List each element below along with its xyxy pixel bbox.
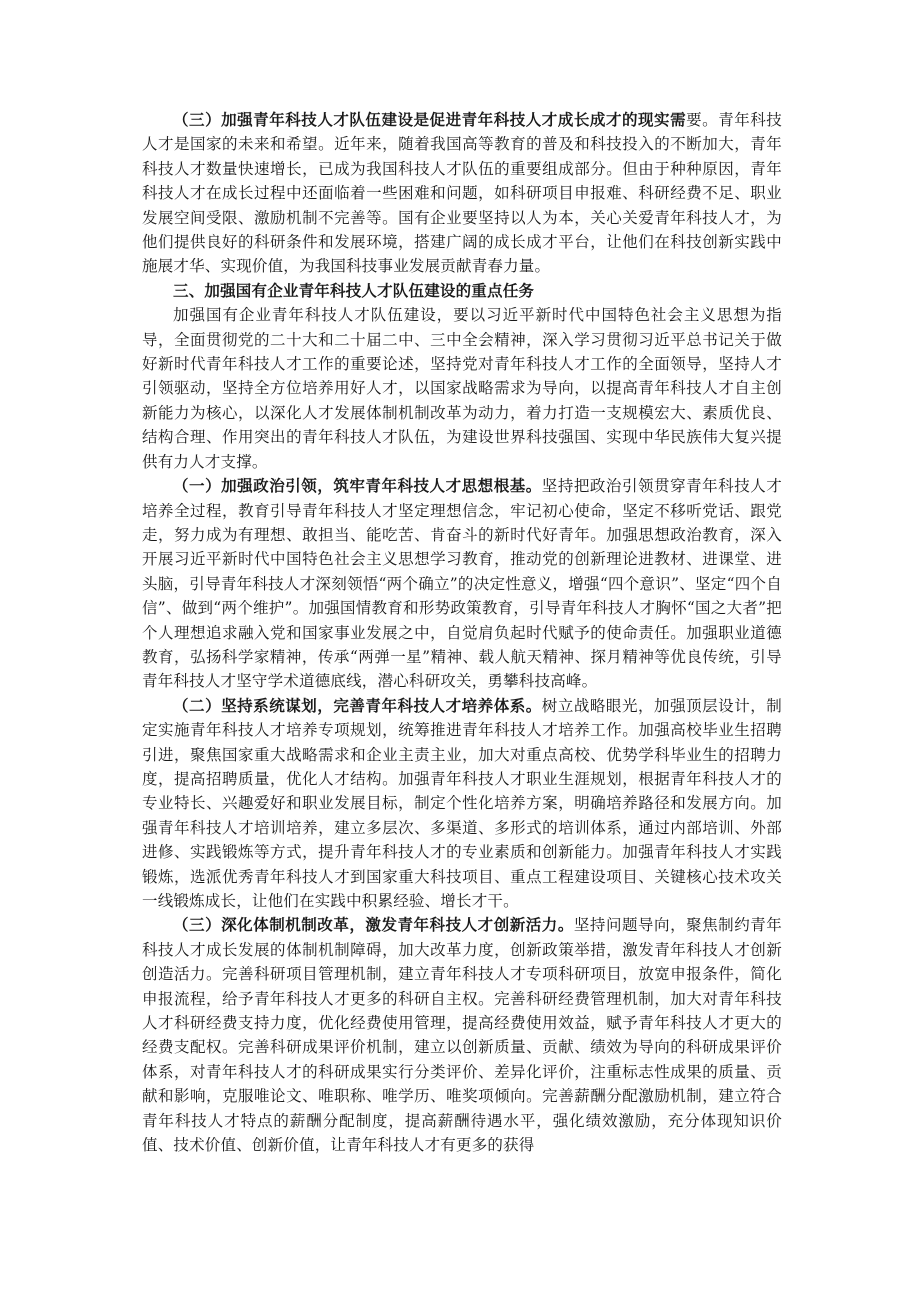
paragraph-lead: （三）加强青年科技人才队伍建设是促进青年科技人才成长成才的现实需 — [173, 111, 687, 129]
section-heading-key-tasks: 三、加强国有企业青年科技人才队伍建设的重点任务 — [173, 281, 535, 300]
paragraph-task-2-training-system — [142, 694, 782, 914]
paragraph-text: 树立战略眼光，加强顶层设计，制定实施青年科技人才培养专项规划，统筹推进青年科技人才培养工作。加强高校毕业生招聘引进，聚焦国家重大战略需求和企业主责主业，加大对重点高校、优势学科毕业生的招聘力度，提高招聘质量，优化人才结构。加强青年科技人才职业生涯规划，根据青年科技人才的专业特长、兴趣爱好和职业发展目标，制定个性化培养方案，明确培养路径和发展方向。加强青年科技人才培训培养，建立多层次、多渠道、多形式的培训体系，通过内部培训、外部进修、实践锻炼等方式，提升青年科技人才的专业素质和创新能力。加强青年科技人才实践锻炼，选派优秀青年科技人才到国家重大科技项目、重点工程建设项目、关键核心技术攻关一线锻炼成长，让他们在实践中积累经验、增长才干。 — [142, 696, 782, 910]
paragraph-task-3-mechanism-reform — [142, 913, 782, 1157]
document-body — [142, 108, 782, 1157]
paragraph-text: 要。青年科技人才是国家的未来和希望。近年来，随着我国高等教育的普及和科技投入的不断加大，青年科技人才数量快速增长，已成为我国科技人才队伍的重要组成部分。但由于种种原因，青年科技人才在成长过程中还面临着一些困难和问题，如科研项目申报难、科研经费不足、职业发展空间受限、激励机制不完善等。国有企业要坚持以人为本，关心关爱青年科技人才，为他们提供良好的科研条件和发展环境，搭建广阔的成长成才平台，让他们在科技创新实践中施展才华、实现价值，为我国科技事业发展贡献青春力量。 — [142, 111, 783, 276]
paragraph-intro-key-tasks — [142, 303, 782, 474]
paragraph-task-1-political-guidance — [142, 474, 782, 694]
paragraph-lead: （一）加强政治引领，筑牢青年科技人才思想根基。 — [173, 477, 542, 496]
paragraph-section-3-necessity — [142, 108, 782, 279]
paragraph-text: 加强国有企业青年科技人才队伍建设，要以习近平新时代中国特色社会主义思想为指导，全面贯彻党的二十大和二十届二中、三中全会精神，深入学习贯彻习近平总书记关于做好新时代青年科技人才工作的重要论述，坚持党对青年科技人才工作的全面领导，坚持人才引领驱动，坚持全方位培养用好人才，以国家战略需求为导向，以提高青年科技人才自主创新能力为核心，以深化人才发展体制机制改革为动力，着力打造一支规模宏大、素质优良、结构合理、作用突出的青年科技人才队伍，为建设世界科技强国、实现中华民族伟大复兴提供有力人才支撑。 — [142, 306, 782, 471]
paragraph-text: 坚持问题导向，聚焦制约青年科技人才成长发展的体制机制障碍，加大改革力度，创新政策举措，激发青年科技人才创新创造活力。完善科研项目管理机制，建立青年科技人才专项科研项目，放宽申报条件，简化申报流程，给予青年科技人才更多的科研自主权。完善科研经费管理机制，加大对青年科技人才科研经费支持力度，优化经费使用管理，提高经费使用效益，赋予青年科技人才更大的经费支配权。完善科研成果评价机制，建立以创新质量、贡献、绩效为导向的科研成果评价体系，对青年科技人才的科研成果实行分类评价、差异化评价，注重标志性成果的质量、贡献和影响，克服唯论文、唯职称、唯学历、唯奖项倾向。完善薪酬分配激励机制，建立符合青年科技人才特点的薪酬分配制度，提高薪酬待遇水平，强化绩效激励，充分体现知识价值、技术价值、创新价值，让青年科技人才有更多的获得 — [142, 916, 782, 1155]
paragraph-lead: （三）深化体制机制改革，激发青年科技人才创新活力。 — [173, 916, 574, 935]
paragraph-text: 坚持把政治引领贯穿青年科技人才培养全过程，教育引导青年科技人才坚定理想信念，牢记初心使命，坚定不移听党话、跟党走，努力成为有理想、敢担当、能吃苦、肯奋斗的新时代好青年。加强思想政治教育，深入开展习近平新时代中国特色社会主义思想学习教育，推动党的创新理论进教材、进课堂、进头脑，引导青年科技人才深刻领悟“两个确立”的决定性意义，增强“四个意识”、坚定“四个自信”、做到“两个维护”。加强国情教育和形势政策教育，引导青年科技人才胸怀“国之大者”把个人理想追求融入党和国家事业发展之中，自觉肩负起时代赋予的使命责任。加强职业道德教育，弘扬科学家精神，传承“两弹一星”精神、载人航天精神、探月精神等优良传统，引导青年科技人才坚守学术道德底线，潜心科研攻关，勇攀科技高峰。 — [142, 477, 782, 691]
paragraph-lead: （二）坚持系统谋划，完善青年科技人才培养体系。 — [173, 696, 542, 715]
